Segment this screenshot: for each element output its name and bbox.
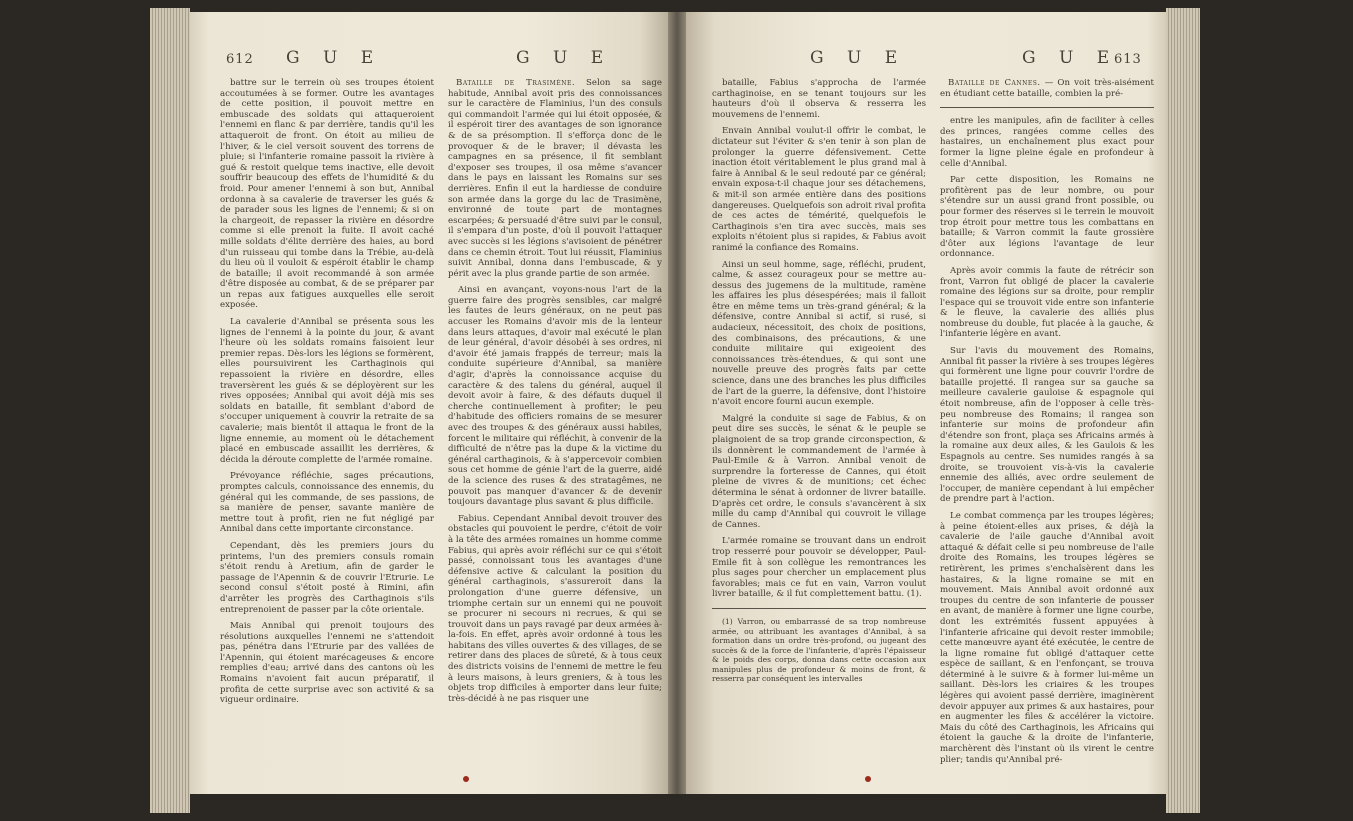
column-rule [940,107,1154,108]
footnote: (1) Varron, ou embarrassé de sa trop nombreuse armée, ou attribuant les avantages d'Annibal, à sa formation dans un ordre très-profond, ou jugeant des succès & de la force de l'infanterie, d'après l'épaisseur & le poids des corps, donna dans cette occasion aux manipules plus de profondeur & moins de front, & resserra par conséquent les intervalles [712,616,926,684]
page-number-left: 612 [226,52,254,67]
paragraph: Mais Annibal qui prenoit toujours des résolutions auxquelles l'ennemi ne s'attendoit pas, pénétra dans l'Etrurie par des vallées de l'Apennin, qui étoient marécageuses & encore remplies d'eau; arrivé dans des cantons où les Romains n'avoient fait aucun préparatif, il profita de cette surprise avec son activité & sa vigueur ordinaire. [220,621,434,706]
paragraph: Prévoyance réfléchie, sages précautions, promptes calculs, connoissance des ennemis, du général qui les commande, de ses passions, de sa manière de penser, savante manière de mettre tout à profit, rien ne fut négligé par Annibal dans cette importante circonstance. [220,471,434,535]
running-header-left-1: G U E [286,48,383,68]
paragraph: Ainsi en avançant, voyons-nous l'art de la guerre faire des progrès sensibles, car malgré les fautes de leurs généraux, on ne peut pas accuser les Romains d'avoir mis de la lenteur dans leurs attaques, d'avoir mal exécuté le plan de leur général, d'avoir désobéi à ses ordres, ni d'avoir été jamais frappés de terreur; mais la conduite supérieure d'Annibal, sa manière d'agir, d'après la connoissance acquise du caractère & des talens du général, auquel il devoit avoir à faire, & des défauts duquel il cherche continuellement à profiter; le peu d'habitude des officiers romains de se mesurer avec des troupes & des généraux aussi habiles, forcent le militaire qui réfléchit, à convenir de la difficulté de n'être pas la dupe & la victime du général carthaginois, & à s'appercevoir combien sous cet homme de génie l'art de la guerre, aidé de la science des ruses & des stratagêmes, ne pouvoit pas manquer d'avancer & de devenir toujours davantage plus savant & plus difficile. [448,285,662,508]
footnote-rule [712,608,926,609]
right-page [686,12,1166,794]
paragraph [940,78,1154,99]
paragraph: La cavalerie d'Annibal se présenta sous les lignes de l'ennemi à la pointe du jour, & avant l'heure où les soldats romains faisoient leur premier repas. Dès-lors les légions se formèrent, elles poursuivirent les Carthaginois qui repassoient la rivière en désordre, elles traversèrent les gués & se déployèrent sur les rives opposées; Annibal qui avoit déjà mis ses soldats en bataille, fit semblant d'abord de s'occuper uniquement à couvrir la retraite de sa cavalerie; mais bientôt il attaqua le front de la ligne ennemie, au moment où le détachement placé en embuscade assaillit les derrières, & décida la déroute complette de l'armée romaine. [220,317,434,465]
section-heading: Bataille de Cannes. [948,78,1041,88]
section-heading: Bataille de Trasimène. [456,78,576,88]
paragraph-text: — On voit très-aisément en étudiant cette bataille, combien la pré- [940,78,1154,99]
running-header-left-2: G U E [516,48,613,68]
running-header-right-2: G U E [1022,48,1119,68]
paragraph: bataille, Fabius s'approcha de l'armée carthaginoise, en se tenant toujours sur les hauteurs d'où il observa & resserra les mouvemens de l'ennemi. [712,78,926,120]
left-page [190,12,668,794]
page-mark-right [865,776,871,782]
book-gutter [668,12,686,794]
paragraph: Malgré la conduite si sage de Fabius, & on peut dire ses succès, le sénat & le peuple se plaignoient de sa trop grande circonspection, & ils donnèrent le commandement de l'armée à Paul-Emile & à Varron. Annibal venoit de surprendre la forteresse de Cannes, qui étoit pleine de vivres & de munitions; cet échec détermina le sénat à ordonner de livrer bataille. D'après cet ordre, le consuls s'avancèrent à six mille du camp d'Annibal qui couvroit le village de Cannes. [712,413,926,530]
paragraph [448,78,662,279]
left-page-column-1 [220,78,434,712]
left-page-edges [150,8,190,813]
right-page-edges [1166,8,1200,813]
paragraph: battre sur le terrein où ses troupes étoient accoutumées à se former. Outre les avantages de cette position, il pouvoit mettre en embuscade des soldats qui attaqueroient l'ennemi en flanc & par derrière, tandis qu'il les attaqueroit de front. On étoit au milieu de l'hiver, & le ciel versoit souvent des torrens de pluie; si l'infanterie romaine passoit la rivière à gué & restoit quelque tems inactive, elle devoit souffrir beaucoup des effets de l'humidité & du froid. Pour amener l'ennemi à son but, Annibal ordonna à sa cavalerie de traverser les gués & de parader sous les lignes de l'ennemi; & si on la chargeoit, de repasser la rivière en désordre comme si elle prenoit la fuite. Il avoit caché mille soldats d'élite derrière des haies, au bord d'un ruisseau qui tombe dans la Trébie, au-delà du lieu où il vouloit & espéroit établir le champ de bataille; il avoit recommandé à son armée d'être disposée au combat, & de se préparer par un repas aux fatigues auxquelles elle seroit exposée. [220,78,434,311]
paragraph: Sur l'avis du mouvement des Romains, Annibal fit passer la rivière à ses troupes légères qui formèrent une ligne pour couvrir l'ordre de bataille projetté. Il rangea sur sa gauche sa meilleure cavalerie gauloise & espagnole qui étoit nombreuse, afin de l'opposer à celle très-peu nombreuse des Romains; il rangea son infanterie sur moins de profondeur afin d'étendre son front, plaça ses Africains armés à la romaine aux deux ailes, & les Gaulois & les Espagnols au centre. Ses numides rangés à sa droite, se trouvoient vis-à-vis la cavalerie ennemie des alliés, avec ordre seulement de l'occuper, de manière cependant à lui empêcher de prendre part à l'action. [940,346,1155,505]
right-page-column-2 [940,78,1154,771]
paragraph: Par cette disposition, les Romains ne profitèrent pas de leur nombre, ou pour s'étendre sur un aussi grand front possible, ou pour former des réserves si le terrein le mouvoit trop étroit pour mettre tous les combattans en bataille; & Varron commit la faute grossière d'ôter aux légions l'avantage de leur ordonnance. [940,175,1154,260]
paragraph: Fabius. Cependant Annibal devoit trouver des obstacles qui pouvoient le perdre, c'étoit de voir à la tête des armées romaines un homme comme Fabius, qui après avoir réfléchi sur ce qui s'étoit passé, connoissant tous les avantages d'une défensive active & calculant la position du général carthaginois, s'assureroit dans la prolongation d'une guerre défensive, un triomphe certain sur un ennemi qui ne pouvoit se procurer ni secours ni recrues, & qui se trouvoit dans un pays ravagé par deux armées à-la-fois. En effet, après avoir ordonné à tous les habitans des villes ouvertes & des villages, de se retirer dans des places de sûreté, & à tous ceux des districts voisins de l'ennemi de mettre le feu à leurs maisons, à leurs greniers, & à tous les objets trop difficiles à emporter dans leur fuite; très-décidé à ne pas risquer une [448,513,662,704]
left-page-column-2 [448,78,662,710]
paragraph: Le combat commença par les troupes légères; à peine étoient-elles aux prises, & déjà la cavalerie de l'aile gauche d'Annibal avoit attaqué & défait celle si peu nombreuse de l'aile droite des Romains, les troupes légères se retirèrent, les primes s'enchaîsèrent dans les hastaires, & la ligne romaine se mit en mouvement. Mais Annibal avoit ordonné aux troupes du centre de son infanterie de pousser en avant, de manière à former une ligne courbe, dont les extrémités fussent appuyées à l'infanterie africaine qui devoit rester immobile; cette manœuvre ayant été exécutée, le centre de la ligne romaine fut obligé d'attaquer cette espèce de saillant, & en l'enfonçant, se trouva déterminé à le suivre & à former lui-même un saillant. Dès-lors les criaires & les troupes légères qui avoient passé derrière, imaginèrent devoir appuyer aux primes & aux hastaires, pour en augmenter les files & accélérer la victoire. Mais du côté des Carthaginois, les Africains qui étoient la gauche & la droite de l'infanterie, marchèrent dès l'instant où ils virent le centre plier; tandis qu'Annibal pré- [940,510,1155,765]
paragraph: entre les manipules, afin de faciliter à celles des princes, rangées comme celles des hastaires, un enchaînement plus exact pour former la ligne pleine égale en profondeur à celle d'Annibal. [940,116,1154,169]
paragraph: Envain Annibal voulut-il offrir le combat, le dictateur sut l'éviter & s'en tenir à son plan de prolonger la guerre défensivement. Cette inaction étoit véritablement le plus grand mal à faire à Annibal & le seul redouté par ce général; envain exposa-t-il chaque jour ses détachemens, & mit-il son armée entière dans des positions dangereuses. Quelquefois son adroit rival profita de ces actes de témérité, quelquefois le Carthaginois s'en tira avec succès, mais ses exploits n'étoient plus si rapides, & Fabius avoit ranimé la confiance des Romains. [712,126,926,253]
paragraph: Ainsi un seul homme, sage, réfléchi, prudent, calme, & assez courageux pour se mettre au-dessus des jugemens de la multitude, ramène les affaires les plus désespérées; mais il falloit être en même tems un très-grand général; & la défensive, contre Annibal si actif, si rusé, si audacieux, nécessitoit, des choix de positions, des combinaisons, des précautions, & une conduite militaire qui exigeoient des connoissances très-étendues, & qui sont une nouvelle preuve des progrès faits par cette science, dans une des branches les plus difficiles de l'art de la guerre, la défensive, dont l'histoire n'avoit encore fourni aucun exemple. [712,259,926,408]
paragraph: L'armée romaine se trouvant dans un endroit trop resserré pour pouvoir se développer, Paul-Emile fit à son collègue les remontrances les plus sages pour chercher un emplacement plus favorables; mais ce fut en vain, Varron voulut livrer bataille, & il fut complettement battu. (1). [712,536,926,600]
paragraph-text: Selon sa sage habitude, Annibal avoit pris des connoissances sur le caractère de Flaminius, l'un des consuls qui commandoit l'armée qui lui étoit opposée, & il espéroit tirer des avantages de son ignorance & de sa présomption. Il s'efforça donc de le provoquer & de le braver; il dévasta les campagnes en sa présence, il fit semblant d'exposer ses troupes, il osa même s'avancer dans le pays en laissant les Romains sur ses derrières. Enfin il eut la hardiesse de conduire son armée dans la gorge du lac de Trasimène, environné de toute part de montagnes escarpées; & persuadé d'être suivi par le consul, il s'empara d'un poste, d'où il pouvoit l'attaquer avec succès si les légions s'avisoient de pénétrer dans ce chemin étroit. Tout lui réussit, Flaminius suivit Annibal, donna dans l'embuscade, & y périt avec la plus grande partie de son armée. [448,78,662,279]
running-header-right-1: G U E [810,48,907,68]
paragraph: Après avoir commis la faute de rétrécir son front, Varron fut obligé de placer la cavalerie romaine des légions sur sa droite, pour remplir l'espace qui se trouvoit vide entre son infanterie & le fleuve, la cavalerie des alliés plus nombreuse du double, fut placée à la gauche, & l'infanterie légère en avant. [940,265,1154,340]
right-page-column-1 [712,78,926,690]
paragraph: Cependant, dès les premiers jours du printems, l'un des premiers consuls romain s'étoit rendu à Aretium, afin de garder le passage de l'Apennin & de couvrir l'Etrurie. Le second consul s'étoit posté à Rimini, afin d'arrêter les progrès des Carthaginois s'ils entreprenoient de passer par la côte orientale. [220,540,434,615]
page-mark-left [463,776,469,782]
page-number-right: 613 [1114,52,1142,67]
